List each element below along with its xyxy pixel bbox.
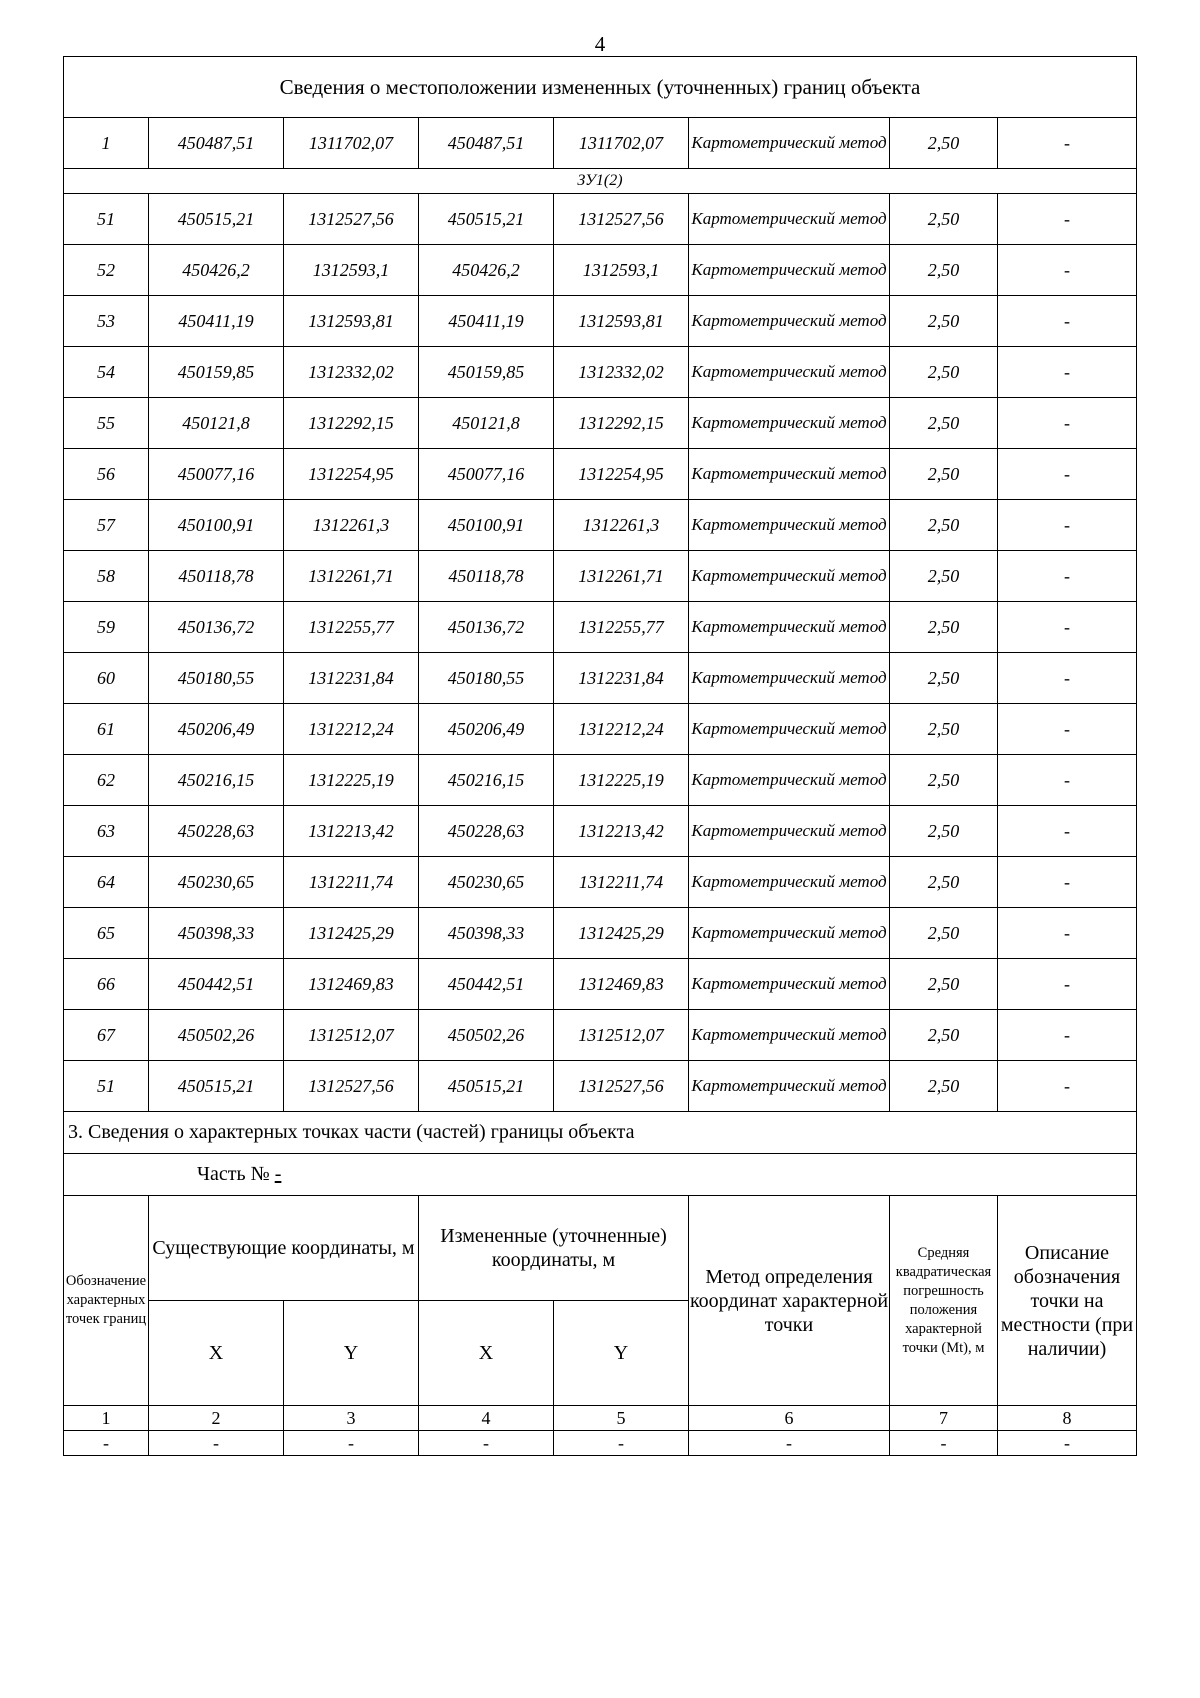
existing-y: 1312425,29 (284, 908, 419, 959)
table-row (64, 1061, 1137, 1112)
empty-data-row (64, 1431, 1137, 1456)
point-number: 58 (64, 551, 149, 602)
empty-cell: - (554, 1431, 689, 1456)
existing-y: 1312254,95 (284, 449, 419, 500)
empty-cell: - (419, 1431, 554, 1456)
description: - (998, 551, 1137, 602)
mt-error: 2,50 (890, 857, 998, 908)
mt-error: 2,50 (890, 806, 998, 857)
changed-y: 1312527,56 (554, 1061, 689, 1112)
changed-x: 450206,49 (419, 704, 554, 755)
changed-y: 1312512,07 (554, 1010, 689, 1061)
header-changed-x: X (419, 1301, 554, 1406)
header-existing-y: Y (284, 1301, 419, 1406)
description: - (998, 118, 1137, 169)
table-row (64, 908, 1137, 959)
existing-y: 1312212,24 (284, 704, 419, 755)
mt-error: 2,50 (890, 500, 998, 551)
mt-error: 2,50 (890, 245, 998, 296)
description: - (998, 806, 1137, 857)
table-row (64, 347, 1137, 398)
method: Картометрический метод (689, 908, 890, 959)
point-number: 65 (64, 908, 149, 959)
method: Картометрический метод (689, 500, 890, 551)
point-number: 59 (64, 602, 149, 653)
column-number: 2 (149, 1406, 284, 1431)
mt-error: 2,50 (890, 118, 998, 169)
changed-y: 1312255,77 (554, 602, 689, 653)
mt-error: 2,50 (890, 296, 998, 347)
mt-error: 2,50 (890, 755, 998, 806)
existing-y: 1312527,56 (284, 1061, 419, 1112)
description: - (998, 653, 1137, 704)
point-number: 51 (64, 194, 149, 245)
table-row (64, 500, 1137, 551)
changed-y: 1312231,84 (554, 653, 689, 704)
description: - (998, 602, 1137, 653)
column-number: 5 (554, 1406, 689, 1431)
existing-x: 450118,78 (149, 551, 284, 602)
existing-x: 450159,85 (149, 347, 284, 398)
existing-x: 450216,15 (149, 755, 284, 806)
description: - (998, 500, 1137, 551)
table-row (64, 245, 1137, 296)
description: - (998, 755, 1137, 806)
header-existing-coords: Существующие координаты, м (149, 1196, 419, 1301)
point-number: 61 (64, 704, 149, 755)
mt-error: 2,50 (890, 653, 998, 704)
method: Картометрический метод (689, 704, 890, 755)
method: Картометрический метод (689, 398, 890, 449)
existing-y: 1312512,07 (284, 1010, 419, 1061)
existing-x: 450515,21 (149, 194, 284, 245)
method: Картометрический метод (689, 959, 890, 1010)
existing-x: 450398,33 (149, 908, 284, 959)
method: Картометрический метод (689, 857, 890, 908)
changed-x: 450121,8 (419, 398, 554, 449)
part-label: Часть № (197, 1163, 270, 1185)
changed-y: 1312212,24 (554, 704, 689, 755)
part-value: - (274, 1163, 282, 1185)
method: Картометрический метод (689, 296, 890, 347)
changed-x: 450442,51 (419, 959, 554, 1010)
changed-x: 450159,85 (419, 347, 554, 398)
method: Картометрический метод (689, 245, 890, 296)
parcel-group-label: ЗУ1(2) (64, 169, 1137, 194)
method: Картометрический метод (689, 449, 890, 500)
method: Картометрический метод (689, 1010, 890, 1061)
point-number: 54 (64, 347, 149, 398)
empty-cell: - (64, 1431, 149, 1456)
changed-x: 450180,55 (419, 653, 554, 704)
column-number: 4 (419, 1406, 554, 1431)
existing-y: 1312292,15 (284, 398, 419, 449)
changed-y: 1312593,1 (554, 245, 689, 296)
mt-error: 2,50 (890, 704, 998, 755)
changed-y: 1312469,83 (554, 959, 689, 1010)
point-number: 55 (64, 398, 149, 449)
existing-y: 1312213,42 (284, 806, 419, 857)
existing-y: 1312593,1 (284, 245, 419, 296)
existing-x: 450121,8 (149, 398, 284, 449)
mt-error: 2,50 (890, 551, 998, 602)
existing-x: 450515,21 (149, 1061, 284, 1112)
method: Картометрический метод (689, 551, 890, 602)
point-number: 1 (64, 118, 149, 169)
existing-x: 450136,72 (149, 602, 284, 653)
existing-x: 450502,26 (149, 1010, 284, 1061)
existing-y: 1311702,07 (284, 118, 419, 169)
part-number (64, 1154, 1137, 1196)
description: - (998, 194, 1137, 245)
existing-x: 450487,51 (149, 118, 284, 169)
method: Картометрический метод (689, 602, 890, 653)
changed-y: 1312425,29 (554, 908, 689, 959)
point-number: 67 (64, 1010, 149, 1061)
point-number: 53 (64, 296, 149, 347)
changed-y: 1312211,74 (554, 857, 689, 908)
changed-x: 450502,26 (419, 1010, 554, 1061)
existing-y: 1312469,83 (284, 959, 419, 1010)
description: - (998, 398, 1137, 449)
changed-x: 450077,16 (419, 449, 554, 500)
point-number: 66 (64, 959, 149, 1010)
existing-y: 1312593,81 (284, 296, 419, 347)
changed-x: 450398,33 (419, 908, 554, 959)
description: - (998, 857, 1137, 908)
column-number: 6 (689, 1406, 890, 1431)
description: - (998, 296, 1137, 347)
table-row (64, 959, 1137, 1010)
section-title: Сведения о местоположении измененных (уточненных) границ объекта (64, 57, 1137, 118)
changed-x: 450487,51 (419, 118, 554, 169)
page-number: 4 (594, 32, 606, 56)
point-number: 56 (64, 449, 149, 500)
changed-x: 450426,2 (419, 245, 554, 296)
description: - (998, 1061, 1137, 1112)
changed-x: 450411,19 (419, 296, 554, 347)
description: - (998, 347, 1137, 398)
table-row (64, 602, 1137, 653)
existing-y: 1312261,3 (284, 500, 419, 551)
header-changed-coords: Измененные (уточненные) координаты, м (419, 1196, 689, 1301)
mt-error: 2,50 (890, 398, 998, 449)
table-row (64, 857, 1137, 908)
description: - (998, 449, 1137, 500)
table-row (64, 704, 1137, 755)
table-row (64, 398, 1137, 449)
existing-y: 1312231,84 (284, 653, 419, 704)
empty-cell: - (689, 1431, 890, 1456)
description: - (998, 959, 1137, 1010)
header-description: Описание обозначения точки на местности (при наличии) (998, 1196, 1137, 1406)
column-numbers-row (64, 1406, 1137, 1431)
table-row (64, 653, 1137, 704)
mt-error: 2,50 (890, 1010, 998, 1061)
column-number: 1 (64, 1406, 149, 1431)
table-row (64, 551, 1137, 602)
method: Картометрический метод (689, 194, 890, 245)
mt-error: 2,50 (890, 347, 998, 398)
existing-x: 450180,55 (149, 653, 284, 704)
method: Картометрический метод (689, 1061, 890, 1112)
changed-y: 1312332,02 (554, 347, 689, 398)
mt-error: 2,50 (890, 194, 998, 245)
mt-error: 2,50 (890, 602, 998, 653)
method: Картометрический метод (689, 653, 890, 704)
changed-x: 450228,63 (419, 806, 554, 857)
mt-error: 2,50 (890, 908, 998, 959)
changed-y: 1312261,71 (554, 551, 689, 602)
point-number: 51 (64, 1061, 149, 1112)
changed-x: 450515,21 (419, 1061, 554, 1112)
existing-y: 1312527,56 (284, 194, 419, 245)
method: Картометрический метод (689, 806, 890, 857)
existing-x: 450426,2 (149, 245, 284, 296)
existing-y: 1312332,02 (284, 347, 419, 398)
mt-error: 2,50 (890, 959, 998, 1010)
column-number: 7 (890, 1406, 998, 1431)
header-existing-x: X (149, 1301, 284, 1406)
description: - (998, 1010, 1137, 1061)
changed-y: 1312213,42 (554, 806, 689, 857)
changed-x: 450136,72 (419, 602, 554, 653)
empty-cell: - (998, 1431, 1137, 1456)
existing-y: 1312261,71 (284, 551, 419, 602)
changed-x: 450118,78 (419, 551, 554, 602)
header-mt: Средняя квадратическая погрешность положения характерной точки (Mt), м (890, 1196, 998, 1406)
existing-x: 450411,19 (149, 296, 284, 347)
description: - (998, 704, 1137, 755)
column-number: 3 (284, 1406, 419, 1431)
method: Картометрический метод (689, 118, 890, 169)
table-row (64, 118, 1137, 169)
existing-x: 450077,16 (149, 449, 284, 500)
table-row (64, 806, 1137, 857)
existing-y: 1312225,19 (284, 755, 419, 806)
table-row (64, 1010, 1137, 1061)
empty-cell: - (890, 1431, 998, 1456)
method: Картометрический метод (689, 755, 890, 806)
changed-y: 1312261,3 (554, 500, 689, 551)
changed-y: 1312593,81 (554, 296, 689, 347)
point-number: 62 (64, 755, 149, 806)
mt-error: 2,50 (890, 1061, 998, 1112)
existing-x: 450228,63 (149, 806, 284, 857)
column-number: 8 (998, 1406, 1137, 1431)
table-row (64, 755, 1137, 806)
changed-x: 450515,21 (419, 194, 554, 245)
table-row (64, 449, 1137, 500)
point-number: 64 (64, 857, 149, 908)
changed-x: 450230,65 (419, 857, 554, 908)
header-changed-y: Y (554, 1301, 689, 1406)
changed-y: 1311702,07 (554, 118, 689, 169)
point-number: 60 (64, 653, 149, 704)
point-number: 63 (64, 806, 149, 857)
empty-cell: - (284, 1431, 419, 1456)
table-row (64, 194, 1137, 245)
point-number: 57 (64, 500, 149, 551)
header-method: Метод определения координат характерной точки (689, 1196, 890, 1406)
point-number: 52 (64, 245, 149, 296)
changed-y: 1312225,19 (554, 755, 689, 806)
existing-x: 450230,65 (149, 857, 284, 908)
method: Картометрический метод (689, 347, 890, 398)
boundary-points-table (63, 56, 1137, 1456)
existing-x: 450442,51 (149, 959, 284, 1010)
section3-title: 3. Сведения о характерных точках части (частей) границы объекта (64, 1112, 1137, 1154)
changed-x: 450100,91 (419, 500, 554, 551)
existing-x: 450100,91 (149, 500, 284, 551)
description: - (998, 908, 1137, 959)
mt-error: 2,50 (890, 449, 998, 500)
header-point-designation: Обозначение характерных точек границ (64, 1196, 149, 1406)
changed-y: 1312527,56 (554, 194, 689, 245)
changed-y: 1312254,95 (554, 449, 689, 500)
existing-x: 450206,49 (149, 704, 284, 755)
existing-y: 1312211,74 (284, 857, 419, 908)
changed-x: 450216,15 (419, 755, 554, 806)
table-row (64, 296, 1137, 347)
changed-y: 1312292,15 (554, 398, 689, 449)
empty-cell: - (149, 1431, 284, 1456)
existing-y: 1312255,77 (284, 602, 419, 653)
description: - (998, 245, 1137, 296)
